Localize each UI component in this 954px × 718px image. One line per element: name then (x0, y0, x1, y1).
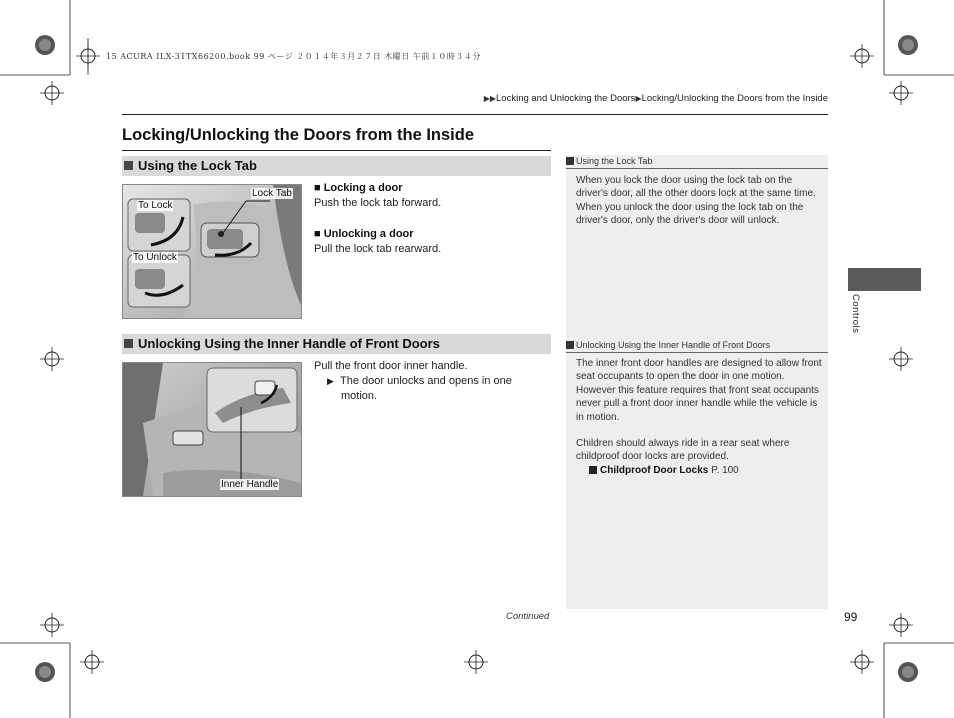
title-divider (122, 150, 551, 151)
to-unlock-label: To Unlock (133, 252, 177, 263)
unlocking-heading: Unlocking a door (323, 228, 414, 240)
page-title: Locking/Unlocking the Doors from the Inside (122, 126, 475, 144)
unlocking-text: Pull the lock tab rearward. (314, 243, 442, 255)
locking-text: Push the lock tab forward. (314, 197, 442, 209)
lock-tab-figure (122, 184, 302, 319)
note-title-lock-tab: Using the Lock Tab (566, 156, 828, 169)
square-bullet-icon: ■ (314, 228, 324, 240)
header-divider (122, 114, 828, 115)
note1-paragraph-1: When you lock the door using the lock tab on the driver's door, all the other doors lock at the same time. (576, 175, 816, 200)
note2-paragraph-1: The inner front door handles are designed to allow front seat occupants to open the door in one motion. However this feature requires that front seat occupants never pull a front door inner handle while the vehicle is in motion. (576, 358, 822, 423)
breadcrumb-arrow-icon: ▶ (635, 94, 642, 103)
page-number: 99 (844, 610, 858, 624)
inner-handle-illustration (123, 363, 301, 496)
section-heading-text: Using the Lock Tab (138, 158, 257, 173)
childproof-link-text[interactable]: Childproof Door Locks (600, 464, 709, 476)
childproof-link-page[interactable]: P. 100 (711, 464, 739, 476)
note1-paragraph-2: When you unlock the door using the lock tab on the driver's door, only the driver's door will unlock. (576, 201, 804, 227)
square-bullet-icon (124, 161, 133, 170)
breadcrumb-item-2[interactable]: Locking/Unlocking the Doors from the Inside (641, 93, 828, 104)
cross-reference-icon (589, 466, 597, 474)
section-heading-text: Unlocking Using the Inner Handle of Front Doors (138, 336, 440, 351)
inner-handle-figure (122, 362, 302, 497)
note-icon (566, 157, 574, 165)
square-bullet-icon: ■ (314, 182, 324, 194)
print-file-info: 15 ACURA ILX-31TX66200.book 99 ページ ２０１４年３月２７日 木曜日 午前１０時３４分 (106, 52, 481, 61)
inner-handle-result: The door unlocks and opens in one motion. (340, 375, 512, 402)
square-bullet-icon (124, 339, 133, 348)
breadcrumb-arrow-icon: ▶▶ (483, 94, 497, 103)
breadcrumb (484, 93, 828, 104)
breadcrumb-item-1[interactable]: Locking and Unlocking the Doors (496, 93, 636, 104)
note2-paragraph-2: Children should always ride in a rear seat where childproof door locks are provided. (576, 438, 790, 463)
note-icon (566, 341, 574, 349)
section-tab-controls[interactable] (848, 268, 921, 291)
inner-handle-text: Pull the front door inner handle. (314, 360, 468, 372)
inner-handle-instructions (314, 359, 539, 404)
note-text-inner-handle (576, 357, 822, 477)
locking-heading: Locking a door (323, 182, 403, 194)
section-heading-inner-handle (122, 334, 551, 354)
lock-tab-label: Lock Tab (252, 188, 292, 199)
section-heading-lock-tab (122, 156, 551, 176)
to-lock-label: To Lock (138, 200, 173, 211)
section-tab-label: Controls (850, 294, 861, 334)
note-title-inner-handle: Unlocking Using the Inner Handle of Front Doors (566, 340, 828, 353)
lock-tab-instructions (314, 181, 544, 257)
note-text-lock-tab (576, 174, 822, 228)
continued-label: Continued (506, 611, 550, 622)
childproof-link[interactable] (576, 464, 822, 477)
inner-handle-label: Inner Handle (221, 479, 279, 490)
result-arrow-icon: ▶ (327, 376, 334, 386)
